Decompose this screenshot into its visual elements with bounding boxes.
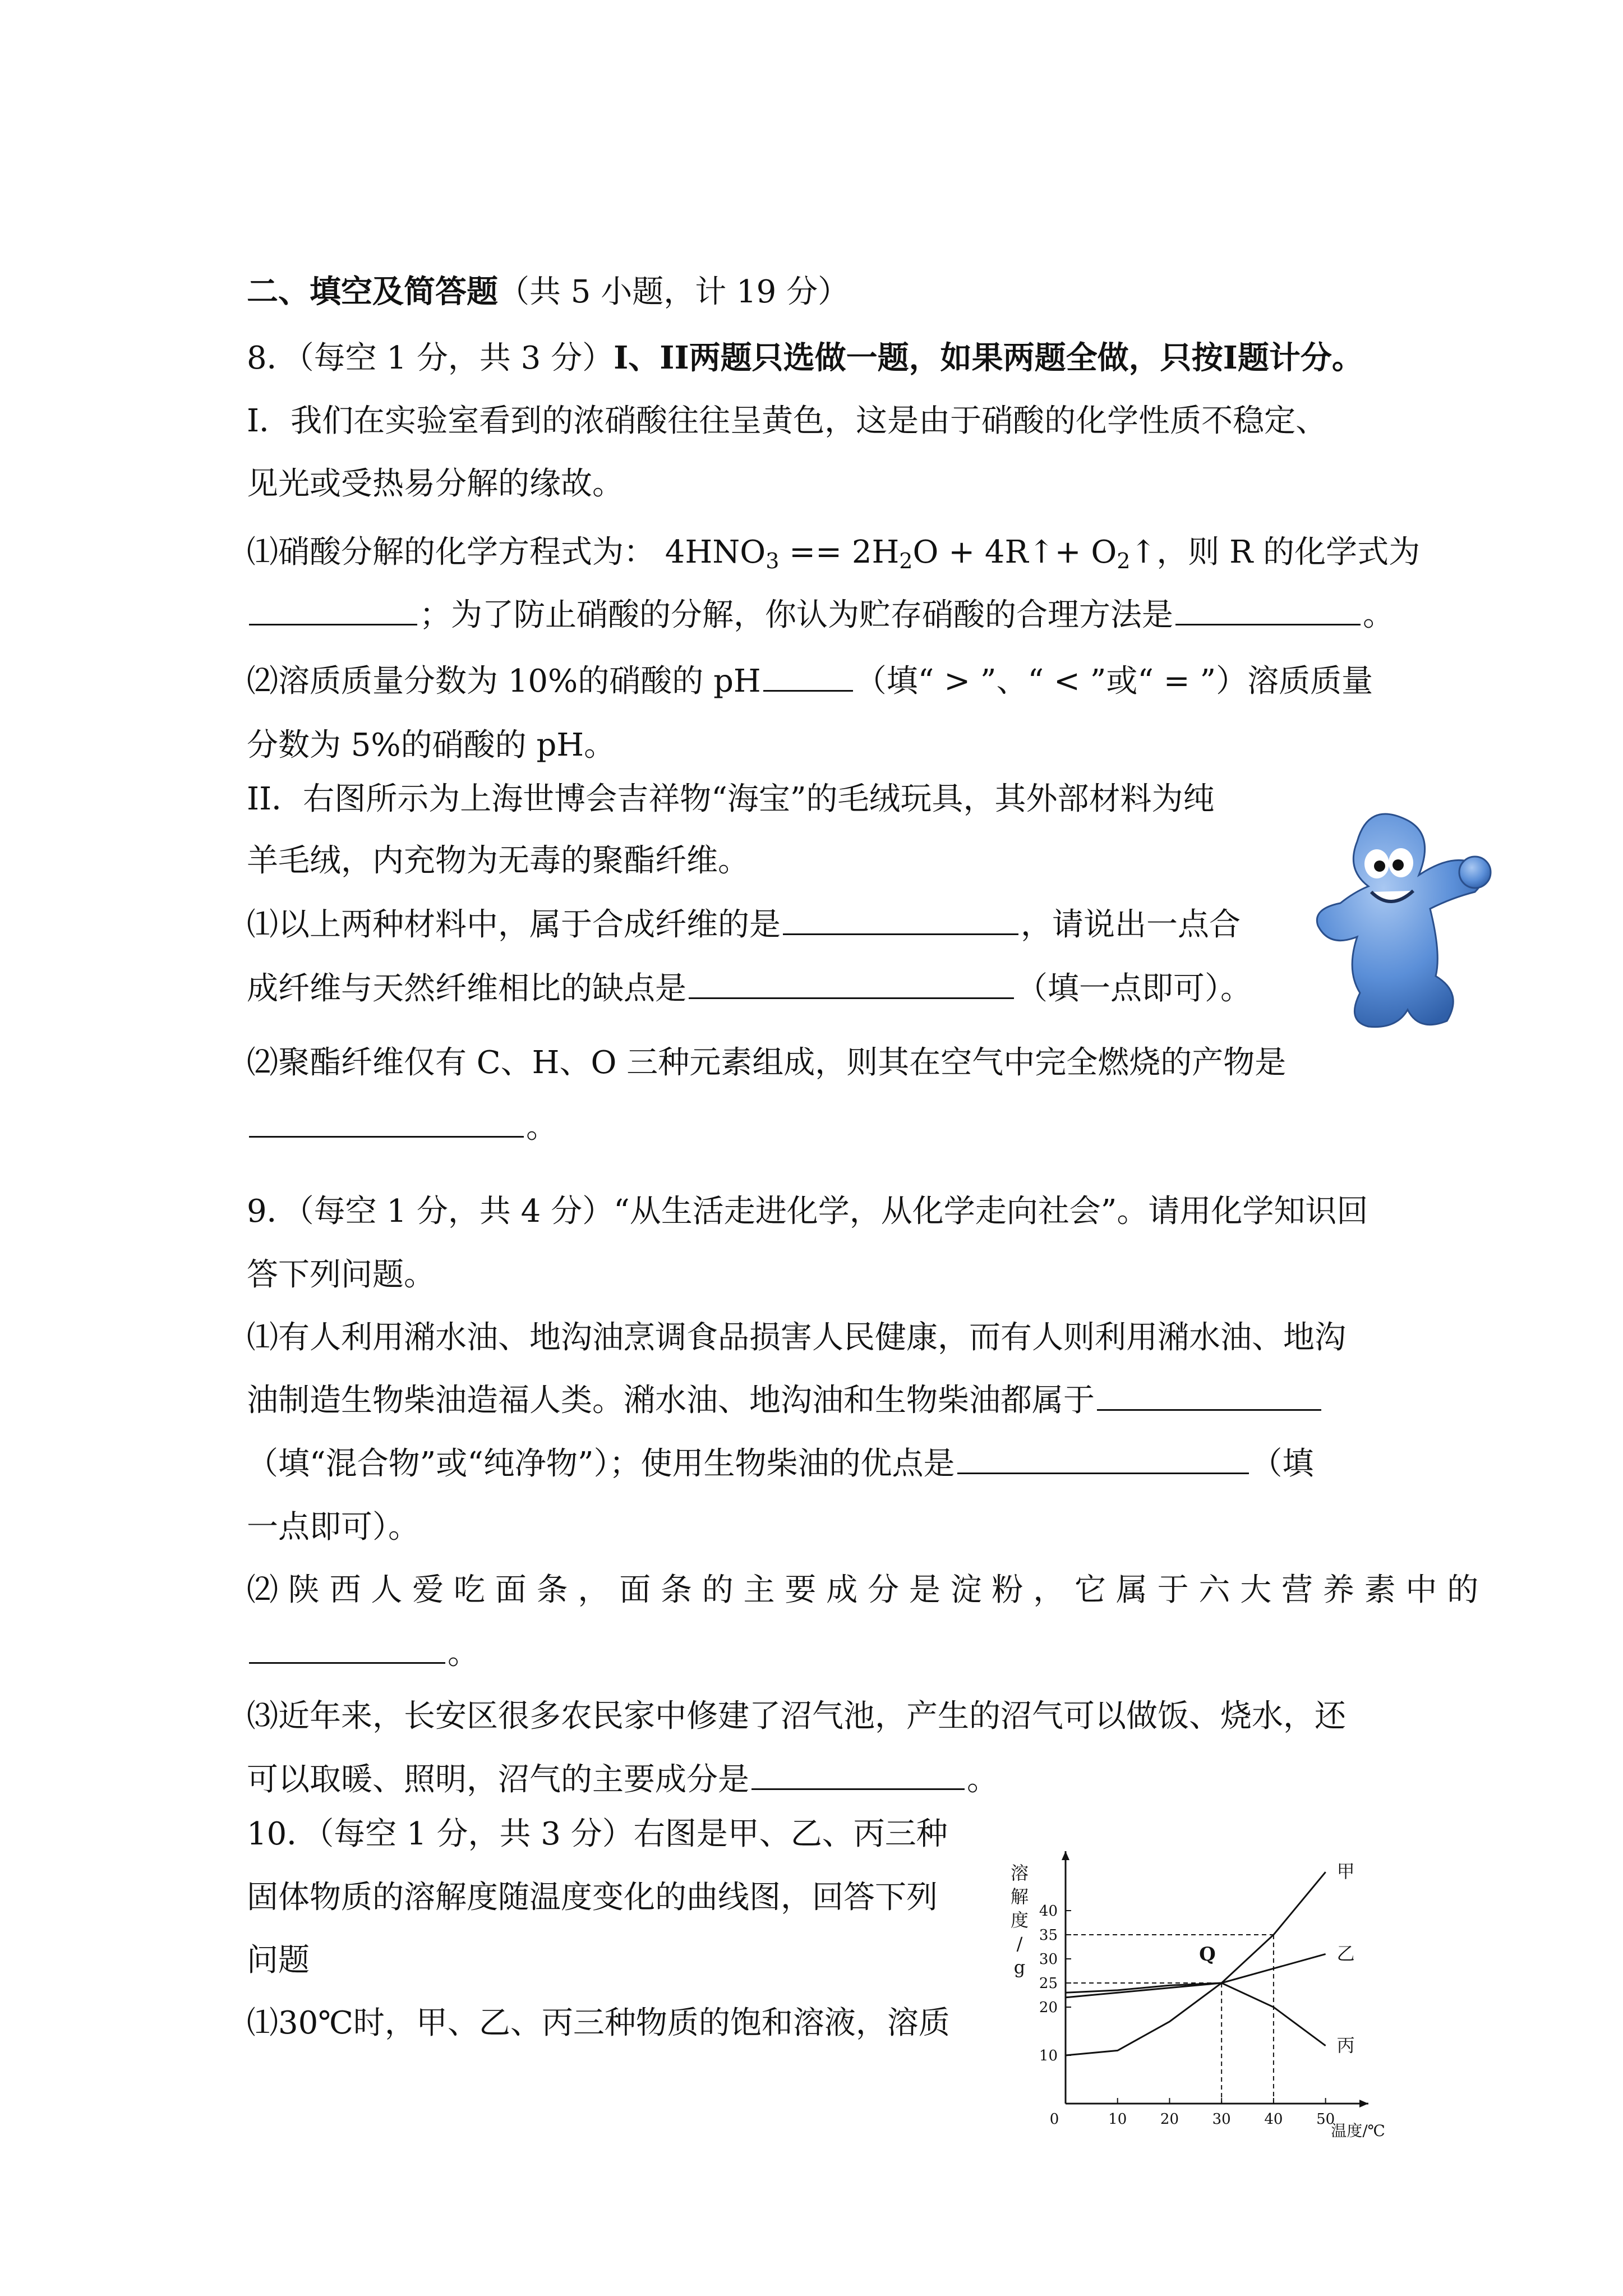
eq-part: ↑，则 R 的化学式为 <box>1130 534 1421 570</box>
text: （填“混合物”或“纯净物”）；使用生物柴油的优点是 <box>247 1446 955 1482</box>
answer-blank[interactable] <box>249 1108 524 1138</box>
q9-1-line3 <box>247 1444 1314 1484</box>
text: 成纤维与天然纤维相比的缺点是 <box>247 970 686 1007</box>
q9-2-line1: ⑵ 陕 西 人 爱 吃 面 条 ， 面 条 的 主 要 成 分 是 淀 粉 ， 它 属 于 六 大 营 养 素 中 的 <box>247 1572 1479 1608</box>
q9-3-line2 <box>247 1760 998 1800</box>
q8-ii-1-line1 <box>247 905 1241 945</box>
q8-score: 8．（每空 1 分，共 3 分） <box>247 340 614 376</box>
text: 。 <box>1363 597 1394 633</box>
q8-ii-2-line1: ⑵聚酯纤维仅有 C、H、O 三种元素组成，则其在空气中完全燃烧的产物是 <box>247 1045 1287 1081</box>
series-label-0: 甲 <box>1336 1861 1355 1883</box>
answer-blank[interactable] <box>1175 596 1361 625</box>
series-label-1: 乙 <box>1336 1943 1355 1964</box>
eq-sub: 3 <box>766 549 780 573</box>
eq-sub: 2 <box>899 549 913 573</box>
text: 。 <box>967 1761 998 1798</box>
q8-ii-para1: II．右图所示为上海世博会吉祥物“海宝”的毛绒玩具，其外部材料为纯 <box>247 781 1215 817</box>
y-axis-title-char: 解 <box>1010 1886 1029 1907</box>
x-tick-label: 10 <box>1108 2111 1127 2128</box>
q8-head <box>247 338 1363 378</box>
answer-blank[interactable] <box>763 662 853 692</box>
text: ⑵溶质质量分数为 10%的硝酸的 pH <box>247 663 761 700</box>
text: 。 <box>448 1635 479 1672</box>
section-header <box>247 272 849 312</box>
y-tick-label: 35 <box>1039 1927 1058 1944</box>
eq-part: == 2H <box>779 534 900 570</box>
x-tick-label: 20 <box>1160 2111 1179 2128</box>
y-tick-label: 25 <box>1039 1975 1058 1992</box>
answer-blank[interactable] <box>1097 1381 1321 1411</box>
y-axis-title-char: / <box>1016 1933 1023 1954</box>
q9-2-line2 <box>247 1634 479 1673</box>
q9-head-line2: 答下列问题。 <box>247 1257 435 1293</box>
q10-line3: 问题 <box>247 1942 310 1978</box>
q9-1-line4: 一点即可）。 <box>247 1509 419 1545</box>
q9-1-line2 <box>247 1381 1324 1420</box>
y-tick-label: 10 <box>1039 2047 1058 2064</box>
q9-1-line1: ⑴有人利用潲水油、地沟油烹调食品损害人民健康，而有人则利用潲水油、地沟 <box>247 1319 1346 1356</box>
q10-line2: 固体物质的溶解度随温度变化的曲线图，回答下列 <box>247 1879 938 1916</box>
q8-i-2-line2: 分数为 5%的硝酸的 pH。 <box>247 727 616 763</box>
series-curve-2 <box>1066 1983 1326 2046</box>
q8-i-2-line1 <box>247 662 1373 701</box>
q8-i-1-line2 <box>247 596 1394 635</box>
eq-part: ⑴硝酸分解的化学方程式为： 4HNO <box>247 534 766 570</box>
y-axis-arrow <box>1062 1851 1069 1860</box>
y-axis-title-char: 度 <box>1010 1910 1029 1931</box>
q10-line4: ⑴30℃时，甲、乙、丙三种物质的饱和溶液，溶质 <box>247 2005 950 2041</box>
text: （填 <box>1251 1446 1314 1482</box>
text: 油制造生物柴油造福人类。潲水油、地沟油和生物柴油都属于 <box>247 1382 1095 1419</box>
eq-sub: 2 <box>1117 549 1131 573</box>
x-tick-label: 40 <box>1264 2111 1283 2128</box>
y-axis-title-char: 溶 <box>1010 1862 1029 1884</box>
section-note: （共 5 小题，计 19 分） <box>498 274 850 310</box>
haibao-mascot-image <box>1307 808 1497 1043</box>
q8-ii-2-line2 <box>247 1108 557 1147</box>
text: （填一点即可）。 <box>1016 970 1252 1007</box>
section-title: 二、填空及简答题 <box>247 273 498 310</box>
text: ；为了防止硝酸的分解，你认为贮存硝酸的合理方法是 <box>419 597 1173 633</box>
answer-blank[interactable] <box>957 1444 1249 1474</box>
answer-blank[interactable] <box>783 905 1018 935</box>
q9-head-line1: 9．（每空 1 分，共 4 分）“从生活走进化学，从化学走向社会”。请用化学知识回 <box>247 1193 1368 1230</box>
q9-3-line1: ⑶近年来，长安区很多农民家中修建了沼气池，产生的沼气可以做饭、烧水，还 <box>247 1698 1346 1734</box>
y-tick-label: 30 <box>1039 1951 1058 1968</box>
q8-ii-para2: 羊毛绒，内充物为无毒的聚酯纤维。 <box>247 843 749 879</box>
q10-line1: 10．（每空 1 分，共 3 分）右图是甲、乙、丙三种 <box>247 1816 948 1852</box>
point-q-label: Q <box>1199 1943 1216 1966</box>
x-tick-label: 30 <box>1212 2111 1231 2128</box>
y-axis-title-char: g <box>1013 1957 1026 1978</box>
text: 。 <box>526 1109 557 1145</box>
q8-i-para1: I．我们在实验室看到的浓硝酸往往呈黄色，这是由于硝酸的化学性质不稳定、 <box>247 403 1327 439</box>
text: （填“ > ”、“ < ”或“ = ”）溶质质量 <box>855 663 1373 700</box>
series-curve-0 <box>1066 1872 1326 2055</box>
x-tick-label: 0 <box>1049 2111 1059 2128</box>
y-tick-label: 40 <box>1039 1903 1058 1920</box>
x-tick-label: 50 <box>1316 2111 1335 2128</box>
q8-instruction: I、II两题只选做一题，如果两题全做，只按I题计分。 <box>614 339 1363 376</box>
text: ⑴以上两种材料中，属于合成纤维的是 <box>247 907 781 943</box>
series-label-2: 丙 <box>1336 2034 1355 2056</box>
answer-blank[interactable] <box>751 1760 965 1790</box>
x-axis-title: 温度/℃ <box>1331 2122 1385 2137</box>
q8-ii-1-line2 <box>247 969 1252 1009</box>
q8-i-1-equation <box>247 533 1420 581</box>
answer-blank[interactable] <box>249 1634 445 1664</box>
answer-blank[interactable] <box>689 969 1014 999</box>
answer-blank[interactable] <box>249 596 417 625</box>
y-tick-label: 20 <box>1039 1999 1058 2016</box>
q8-i-para2: 见光或受热易分解的缘故。 <box>247 466 624 502</box>
text: 可以取暖、照明，沼气的主要成分是 <box>247 1761 749 1798</box>
solubility-chart <box>998 1846 1391 2137</box>
x-axis-arrow <box>1359 2100 1368 2108</box>
text: ，请说出一点合 <box>1021 907 1241 943</box>
eq-part: O + 4R↑+ O <box>912 534 1117 570</box>
